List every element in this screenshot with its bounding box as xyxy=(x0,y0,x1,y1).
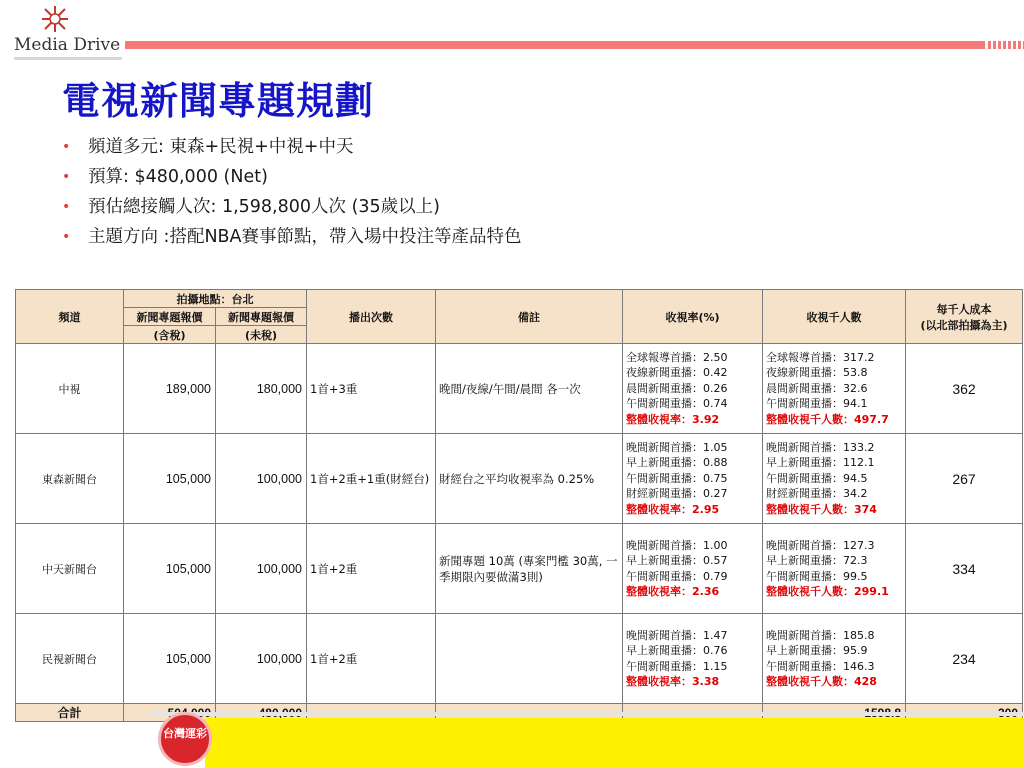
bullet-text: 預估總接觸人次: 1,598,800人次 (35歲以上) xyxy=(88,197,441,217)
rating-line: 午間新聞重播：0.74 xyxy=(626,397,728,411)
bullet-list xyxy=(62,132,522,252)
channel-cell: 民視新聞台 xyxy=(16,614,124,704)
list-item xyxy=(62,192,522,222)
viewers-cell xyxy=(763,344,906,434)
viewers-line: 早上新聞重播：95.9 xyxy=(766,644,868,657)
bullet-text: 頻道多元: 東森+民視+中視+中天 xyxy=(88,137,354,157)
header-cpm-note: (以北部拍攝為主) xyxy=(920,318,1008,332)
header-price-no-tax: 新聞專題報價 xyxy=(216,308,307,326)
header-notes: 備註 xyxy=(436,290,623,344)
rating-line: 早上新聞重播：0.57 xyxy=(626,554,728,567)
rating-cell xyxy=(623,614,763,704)
header-price-with-tax: 新聞專題報價 xyxy=(124,308,216,326)
logo-underline xyxy=(14,57,122,60)
price-no-tax-cell: 100,000 xyxy=(216,434,307,524)
media-plan-table-wrapper xyxy=(15,289,1022,722)
rating-line: 夜線新聞重播：0.42 xyxy=(626,366,728,380)
header-viewers: 收視千人數 xyxy=(763,290,906,344)
table-row xyxy=(16,434,1023,524)
notes-cell: 新聞專題 10萬 (專案門檻 30萬, 一季期限內要做滿3則) xyxy=(436,524,623,614)
bullet-icon: • xyxy=(62,139,71,155)
viewers-total: 整體收視千人數：374 xyxy=(766,502,877,516)
rating-cell xyxy=(623,344,763,434)
table-row xyxy=(16,524,1023,614)
price-no-tax-cell: 100,000 xyxy=(216,524,307,614)
header-channel: 頻道 xyxy=(16,290,124,344)
viewers-line: 全球報導首播：317.2 xyxy=(766,350,875,364)
header-airings: 播出次數 xyxy=(307,290,436,344)
bullet-icon: • xyxy=(62,229,71,245)
logo-text: Media Drive xyxy=(14,35,121,55)
notes-cell xyxy=(436,614,623,704)
price-with-tax-cell: 105,000 xyxy=(124,614,216,704)
viewers-line: 午間新聞重播：146.3 xyxy=(766,659,875,673)
bullet-text: 主題方向 :搭配NBA賽事節點，帶入場中投注等產品特色 xyxy=(88,227,522,247)
rating-line: 午間新聞重播：1.15 xyxy=(626,659,728,673)
cpm-cell: 267 xyxy=(906,434,1023,524)
rating-total: 整體收視率：3.92 xyxy=(626,412,720,426)
viewers-line: 早上新聞重播：72.3 xyxy=(766,554,868,567)
viewers-cell xyxy=(763,434,906,524)
page-title: 電視新聞專題規劃 xyxy=(62,79,375,123)
airings-cell: 1首+3重 xyxy=(307,344,436,434)
price-with-tax-cell: 105,000 xyxy=(124,524,216,614)
viewers-total: 整體收視千人數：497.7 xyxy=(766,412,889,426)
bullet-text: 預算: $480,000 (Net) xyxy=(88,167,268,187)
notes-cell: 財經台之平均收視率為 0.25% xyxy=(436,434,623,524)
price-with-tax-cell: 105,000 xyxy=(124,434,216,524)
rating-cell xyxy=(623,524,763,614)
viewers-cell xyxy=(763,614,906,704)
header-accent-bar xyxy=(125,41,985,49)
header-accent-ticks xyxy=(988,41,1024,49)
rating-line: 晨間新聞重播：0.26 xyxy=(626,381,728,395)
total-label: 合計 xyxy=(16,704,124,722)
rating-line: 財經新聞重播：0.27 xyxy=(626,487,728,501)
header-price-with-tax-note: (含稅) xyxy=(124,326,216,344)
notes-cell: 晚間/夜線/午間/晨間 各一次 xyxy=(436,344,623,434)
rating-line: 早上新聞重播：0.88 xyxy=(626,456,728,470)
header-price-no-tax-note: (未稅) xyxy=(216,326,307,344)
media-plan-table xyxy=(15,289,1023,722)
rating-line: 晚間新聞首播：1.00 xyxy=(626,538,728,552)
rating-line: 早上新聞重播：0.76 xyxy=(626,644,728,657)
sunburst-logo-icon xyxy=(37,4,73,34)
airings-cell: 1首+2重 xyxy=(307,614,436,704)
header-cpm xyxy=(906,290,1023,344)
bullet-icon: • xyxy=(62,199,71,215)
footer-stripe xyxy=(150,712,1024,716)
rating-line: 午間新聞重播：0.75 xyxy=(626,471,728,485)
viewers-line: 夜線新聞重播：53.8 xyxy=(766,366,868,380)
viewers-line: 晚間新聞首播：127.3 xyxy=(766,538,875,552)
viewers-line: 財經新聞重播：34.2 xyxy=(766,487,868,501)
bullet-icon: • xyxy=(62,169,71,185)
table-row xyxy=(16,614,1023,704)
viewers-total: 整體收視千人數：428 xyxy=(766,675,877,688)
cpm-cell: 334 xyxy=(906,524,1023,614)
cpm-cell: 362 xyxy=(906,344,1023,434)
channel-cell: 東森新聞台 xyxy=(16,434,124,524)
viewers-line: 午間新聞重播：94.5 xyxy=(766,471,868,485)
media-drive-logo xyxy=(10,2,120,64)
rating-total: 整體收視率：2.95 xyxy=(626,502,720,516)
airings-cell: 1首+2重+1重(財經台) xyxy=(307,434,436,524)
viewers-cell xyxy=(763,524,906,614)
viewers-line: 晨間新聞重播：32.6 xyxy=(766,381,868,395)
cpm-cell: 234 xyxy=(906,614,1023,704)
price-with-tax-cell: 189,000 xyxy=(124,344,216,434)
rating-cell xyxy=(623,434,763,524)
viewers-line: 早上新聞重播：112.1 xyxy=(766,456,875,470)
channel-cell: 中天新聞台 xyxy=(16,524,124,614)
footer-yellow-bar xyxy=(205,718,1024,768)
header-rating: 收視率(%) xyxy=(623,290,763,344)
rating-line: 午間新聞重播：0.79 xyxy=(626,569,728,583)
rating-line: 晚間新聞首播：1.05 xyxy=(626,440,728,454)
airings-cell: 1首+2重 xyxy=(307,524,436,614)
list-item xyxy=(62,132,522,162)
viewers-total: 整體收視千人數：299.1 xyxy=(766,585,889,598)
list-item xyxy=(62,162,522,192)
viewers-line: 晚間新聞首播：185.8 xyxy=(766,628,875,642)
rating-line: 全球報導首播：2.50 xyxy=(626,350,728,364)
channel-cell: 中視 xyxy=(16,344,124,434)
rating-total: 整體收視率：2.36 xyxy=(626,585,720,598)
viewers-line: 晚間新聞首播：133.2 xyxy=(766,440,875,454)
viewers-line: 午間新聞重播：94.1 xyxy=(766,397,868,411)
header-location: 拍攝地點：台北 xyxy=(124,290,307,308)
rating-line: 晚間新聞首播：1.47 xyxy=(626,628,728,642)
sports-lottery-logo: 台灣運彩 xyxy=(158,712,212,766)
rating-total: 整體收視率：3.38 xyxy=(626,675,720,688)
price-no-tax-cell: 180,000 xyxy=(216,344,307,434)
table-row xyxy=(16,344,1023,434)
price-no-tax-cell: 100,000 xyxy=(216,614,307,704)
viewers-line: 午間新聞重播：99.5 xyxy=(766,569,868,583)
header-cpm-label: 每千人成本 xyxy=(936,302,992,316)
list-item xyxy=(62,222,522,252)
